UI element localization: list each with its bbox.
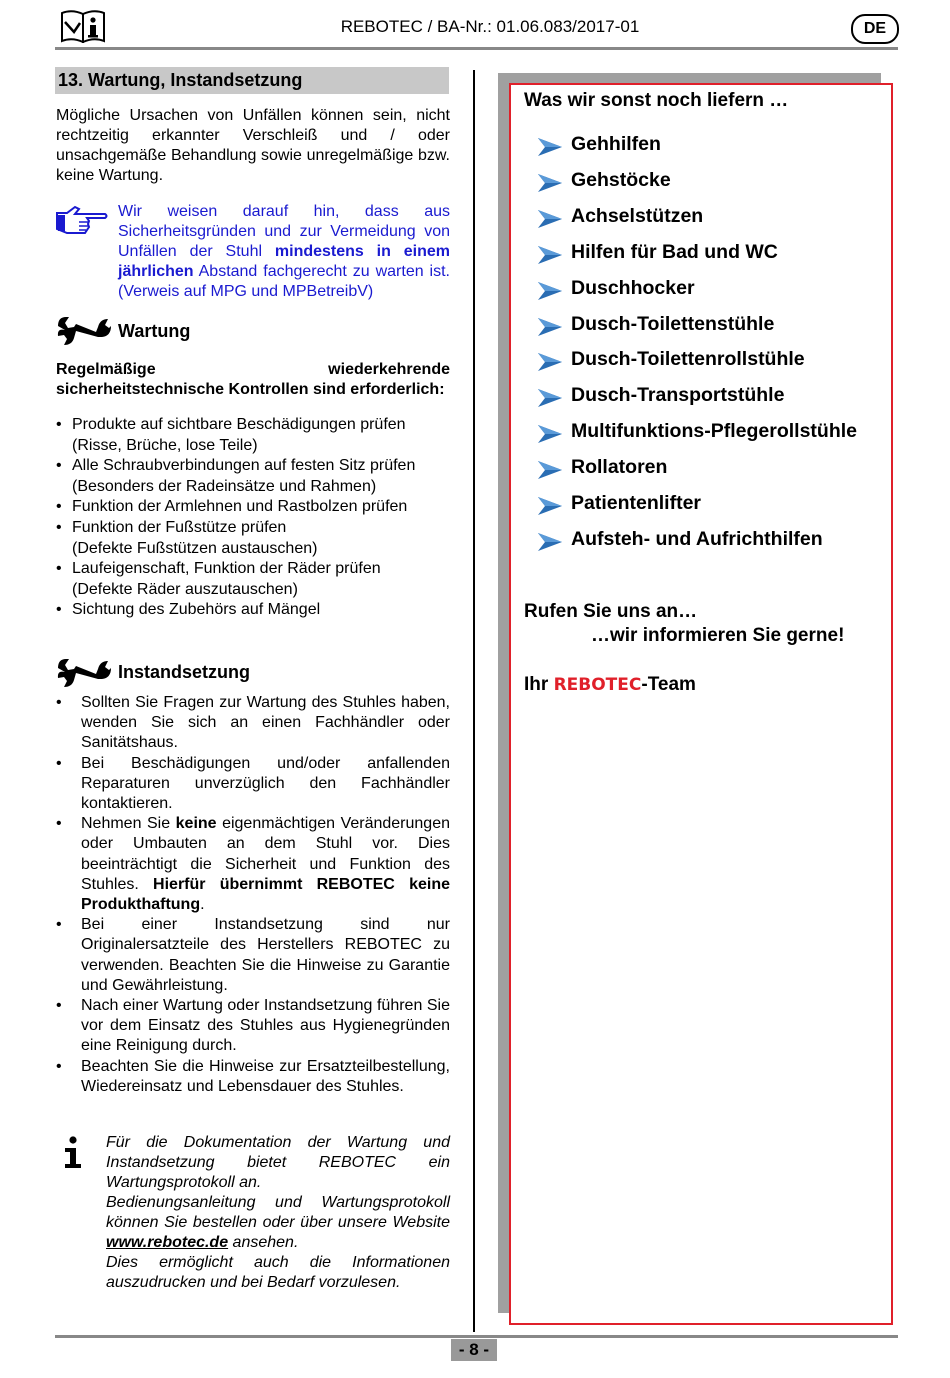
list-item: • Beachten Sie die Hinweise zur Ersatzteilbestellung, Wiedereinsatz und Lebensdauer des Stuhles.	[56, 1057, 450, 1095]
product-label: Dusch-Transportstühle	[571, 384, 785, 407]
product-label: Dusch-Toilettenstühle	[571, 312, 775, 335]
chevron-right-icon	[538, 281, 562, 301]
product-label: Patientenlifter	[571, 492, 702, 514]
instandsetzung-heading: Instandsetzung	[118, 662, 251, 682]
wrench-icon	[56, 314, 112, 348]
list-item: • Funktion der Fußstütze prüfen (Defekte Fußstützen austauschen)	[56, 518, 318, 557]
product-label: Aufsteh- und Aufrichthilfen	[571, 527, 823, 550]
list-item: • Sichtung des Zubehörs auf Mängel	[56, 601, 321, 619]
footer-divider	[55, 1335, 898, 1338]
chevron-right-icon	[538, 317, 562, 337]
product-label: Gehstöcke	[571, 168, 671, 191]
product-label: Hilfen für Bad und WC	[571, 240, 778, 263]
wartung-heading: Wartung	[118, 321, 191, 341]
chevron-right-icon	[538, 388, 562, 408]
instandsetzung-list	[56, 693, 450, 1097]
list-item: • Sollten Sie Fragen zur Wartung des Stuhles haben, wenden Sie sich an einen Fachhändler oder Sanitätshaus.	[56, 694, 450, 752]
note-text-bold: mindestens in einem jährlichen	[118, 243, 450, 280]
chevron-right-icon	[538, 173, 562, 193]
note-text-end: Abstand fachgerecht zu warten ist. (Verweis auf MPG und MPBetreibV)	[118, 263, 450, 300]
wartung-checklist	[56, 415, 450, 621]
list-item: • Nach einer Wartung oder Instandsetzung führen Sie vor dem Einsatz des Stuhles aus Hygienegründen eine Reinigung durch.	[56, 997, 450, 1055]
language-badge: DE	[851, 14, 899, 44]
call-to-action-line1: Rufen Sie uns an…	[524, 601, 698, 622]
documentation-info	[106, 1133, 450, 1293]
product-label: Multifunktions-Pflegerollstühle	[571, 420, 857, 443]
wrench-icon	[56, 656, 112, 690]
chevron-right-icon	[538, 424, 562, 444]
product-label: Dusch-Toilettenrollstühle	[571, 348, 805, 371]
document-reference: REBOTEC / BA-Nr.: 01.06.083/2017-01	[340, 17, 640, 36]
product-box-title: Was wir sonst noch liefern …	[524, 90, 789, 111]
chevron-right-icon	[538, 496, 562, 516]
call-to-action-line2: …wir informieren Sie gerne!	[591, 625, 845, 646]
info-paragraph: Dies ermöglicht auch die Informationen auszudrucken und bei Bedarf vorzulesen.	[106, 1254, 450, 1291]
product-label: Gehhilfen	[571, 133, 661, 155]
team-signature: Ihr REBOTEC-Team	[524, 674, 696, 695]
list-item: • Produkte auf sichtbare Beschädigungen prüfen (Risse, Brüche, lose Teile)	[56, 416, 406, 454]
list-item: • Bei Beschädigungen und/oder anfallenden Reparaturen unverzüglich den Fachhändler kontaktieren.	[56, 754, 450, 813]
info-icon	[62, 1136, 84, 1169]
chevron-right-icon	[538, 137, 562, 157]
chevron-right-icon	[538, 532, 562, 552]
column-divider	[473, 70, 475, 1332]
info-paragraph: Bedienungsanleitung und Wartungsprotokoll können Sie bestellen oder über unsere Website www.rebotec.de ansehen.	[106, 1194, 450, 1251]
note-text-start: Wir weisen darauf hin, dass aus Sicherheitsgründen und zur Vermeidung von Unfällen der Stuhl	[118, 203, 450, 260]
list-item: • Alle Schraubverbindungen auf festen Sitz prüfen (Besonders der Radeinsätze und Rahmen)	[56, 457, 416, 495]
website-link[interactable]: www.rebotec.de	[106, 1234, 229, 1251]
chevron-right-icon	[538, 460, 562, 480]
chevron-right-icon	[538, 245, 562, 265]
product-box	[509, 83, 893, 1325]
chevron-right-icon	[538, 209, 562, 229]
pointing-hand-icon	[55, 205, 109, 235]
section-title: 13. Wartung, Instandsetzung	[55, 67, 449, 94]
list-item: • Laufeigenschaft, Funktion der Räder prüfen (Defekte Räder auszutauschen)	[56, 560, 381, 598]
chevron-right-icon	[538, 352, 562, 372]
wartung-lead: Regelmäßige wiederkehrende sicherheitstechnische Kontrollen sind erforderlich:	[56, 361, 450, 398]
product-label: Rollatoren	[571, 456, 668, 479]
page-number: - 8 -	[451, 1339, 497, 1361]
header-divider	[55, 47, 898, 50]
product-label: Achselstützen	[571, 204, 704, 227]
maintenance-interval-note	[118, 202, 450, 302]
list-item: • Bei einer Instandsetzung sind nur Originalersatzteile des Herstellers REBOTEC zu verwenden. Beachten Sie die Hinweise zu Garantie und Gewährleistung.	[56, 916, 450, 994]
brand-logo-text: REBOTEC	[553, 675, 642, 695]
list-item: • Nehmen Sie keine eigenmächtigen Veränderungen oder Umbauten an dem Stuhl vor. Dies beeinträchtigt die Sicherheit und Funktion des Stuhles. Hierfür übernimmt REBOTEC keine Produkthaftung.	[56, 815, 450, 914]
intro-paragraph: Mögliche Ursachen von Unfällen können sein, nicht rechtzeitig erkannter Verschleiß und / oder unsachgemäße Behandlung sowie unregelmäßige bzw. keine Wartung.	[56, 107, 450, 184]
product-label: Duschhocker	[571, 276, 695, 299]
info-paragraph: Für die Dokumentation der Wartung und Instandsetzung bietet REBOTEC ein Wartungsprotokoll an.	[106, 1134, 450, 1191]
list-item: • Funktion der Armlehnen und Rastbolzen prüfen	[56, 498, 408, 516]
